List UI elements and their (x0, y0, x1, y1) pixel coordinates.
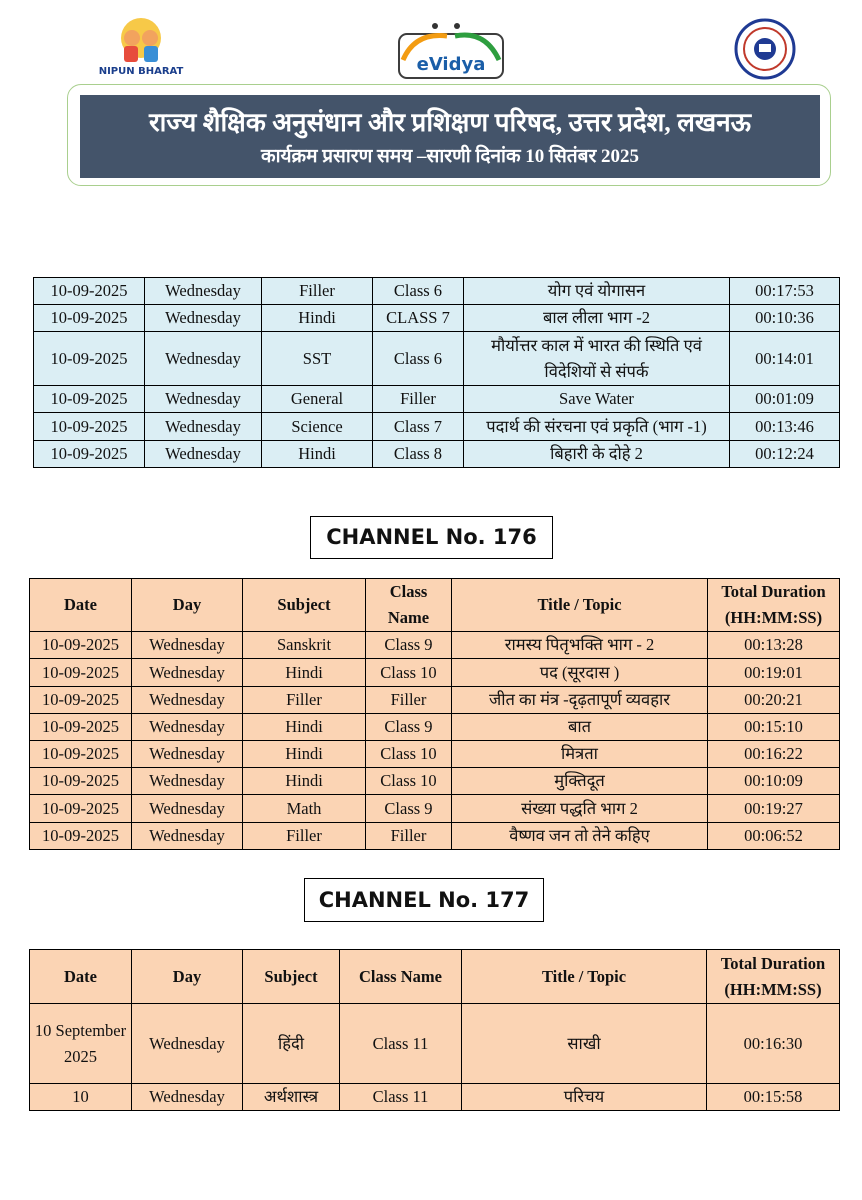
cell-date: 10-09-2025 (34, 305, 145, 332)
cell-day: Wednesday (145, 332, 262, 386)
cell-duration: 00:19:01 (708, 659, 840, 687)
table-row (34, 305, 840, 332)
cell-class: Class 8 (373, 441, 464, 468)
cell-class: Class 6 (373, 278, 464, 305)
cell-class: Filler (373, 386, 464, 413)
cell-class: Filler (366, 823, 452, 850)
cell-duration: 00:17:53 (730, 278, 840, 305)
table-row (34, 278, 840, 305)
cell-day: Wednesday (132, 768, 243, 795)
cell-class: Class 10 (366, 768, 452, 795)
table-row (34, 332, 840, 386)
cell-title: बात (452, 714, 708, 741)
cell-duration: 00:15:58 (707, 1084, 840, 1111)
cell-date: 10 (30, 1084, 132, 1111)
col-subject: Subject (243, 950, 340, 1004)
cell-class: Class 9 (366, 714, 452, 741)
cell-subject: SST (262, 332, 373, 386)
col-duration: Total Duration (HH:MM:SS) (707, 950, 840, 1004)
col-duration: Total Duration (HH:MM:SS) (708, 579, 840, 632)
channel-177-table (29, 949, 840, 1111)
cell-subject: Hindi (243, 659, 366, 687)
cell-title: मुक्तिदूत (452, 768, 708, 795)
cell-class: Class 11 (340, 1084, 462, 1111)
table-row (34, 441, 840, 468)
cell-duration: 00:15:10 (708, 714, 840, 741)
cell-title: बिहारी के दोहे 2 (464, 441, 730, 468)
table-row (30, 687, 840, 714)
col-day: Day (132, 579, 243, 632)
table-header-row (30, 579, 840, 632)
cell-duration: 00:01:09 (730, 386, 840, 413)
cell-day: Wednesday (132, 1004, 243, 1084)
cell-day: Wednesday (145, 413, 262, 441)
cell-title: पद (सूरदास ) (452, 659, 708, 687)
cell-date: 10-09-2025 (34, 413, 145, 441)
cell-duration: 00:16:22 (708, 741, 840, 768)
cell-subject: Science (262, 413, 373, 441)
cell-date: 10-09-2025 (30, 795, 132, 823)
col-date: Date (30, 579, 132, 632)
cell-class: Class 6 (373, 332, 464, 386)
cell-subject: Filler (243, 687, 366, 714)
cell-subject: अर्थशास्त्र (243, 1084, 340, 1111)
col-date: Date (30, 950, 132, 1004)
cell-date: 10-09-2025 (34, 278, 145, 305)
header-banner (80, 95, 820, 178)
cell-day: Wednesday (145, 278, 262, 305)
cell-subject: Filler (243, 823, 366, 850)
table-row (30, 741, 840, 768)
col-day: Day (132, 950, 243, 1004)
cell-title: रामस्य पितृभक्ति भाग - 2 (452, 632, 708, 659)
scert-seal-logo (722, 18, 808, 80)
cell-date: 10-09-2025 (30, 659, 132, 687)
cell-subject: Math (243, 795, 366, 823)
cell-day: Wednesday (145, 441, 262, 468)
table-row (30, 795, 840, 823)
nipun-bharat-logo (98, 14, 184, 86)
cell-title: मौर्योत्तर काल में भारत की स्थिति एवं विदेशियों से संपर्क (464, 332, 730, 386)
cell-duration: 00:16:30 (707, 1004, 840, 1084)
page-subtitle: कार्यक्रम प्रसारण समय –सारणी दिनांक 10 सितंबर 2025 (260, 146, 640, 167)
cell-duration: 00:10:09 (708, 768, 840, 795)
cell-subject: Hindi (243, 714, 366, 741)
table-row (30, 1084, 840, 1111)
cell-duration: 00:10:36 (730, 305, 840, 332)
cell-subject: Hindi (243, 741, 366, 768)
cell-subject: Hindi (262, 441, 373, 468)
cell-day: Wednesday (132, 741, 243, 768)
cell-subject: General (262, 386, 373, 413)
table-row (30, 632, 840, 659)
cell-title: संख्या पद्धति भाग 2 (452, 795, 708, 823)
col-subject: Subject (243, 579, 366, 632)
table-row (30, 768, 840, 795)
cell-title: बाल लीला भाग -2 (464, 305, 730, 332)
cell-title: मित्रता (452, 741, 708, 768)
table-header-row (30, 950, 840, 1004)
table-row (34, 386, 840, 413)
cell-class: Filler (366, 687, 452, 714)
cell-date: 10-09-2025 (30, 823, 132, 850)
cell-date: 10-09-2025 (30, 741, 132, 768)
table-row (34, 413, 840, 441)
col-class: Class Name (340, 950, 462, 1004)
cell-duration: 00:14:01 (730, 332, 840, 386)
svg-text:NIPUN BHARAT: NIPUN BHARAT (98, 66, 184, 77)
cell-subject: Hindi (243, 768, 366, 795)
table-row (30, 714, 840, 741)
cell-day: Wednesday (132, 714, 243, 741)
cell-day: Wednesday (145, 386, 262, 413)
table-row (30, 1004, 840, 1084)
col-title: Title / Topic (462, 950, 707, 1004)
cell-duration: 00:19:27 (708, 795, 840, 823)
cell-subject: हिंदी (243, 1004, 340, 1084)
channel-176-table (29, 578, 840, 850)
cell-date: 10-09-2025 (30, 768, 132, 795)
cell-date: 10-09-2025 (30, 714, 132, 741)
cell-date: 10-09-2025 (34, 386, 145, 413)
cell-date: 10-09-2025 (34, 332, 145, 386)
evidya-logo (395, 20, 507, 82)
cell-subject: Hindi (262, 305, 373, 332)
cell-title: योग एवं योगासन (464, 278, 730, 305)
cell-subject: Filler (262, 278, 373, 305)
cell-duration: 00:20:21 (708, 687, 840, 714)
cell-class: Class 10 (366, 659, 452, 687)
cell-class: Class 9 (366, 795, 452, 823)
cell-date: 10-09-2025 (34, 441, 145, 468)
cell-date: 10-09-2025 (30, 632, 132, 659)
table-row (30, 659, 840, 687)
cell-class: Class 10 (366, 741, 452, 768)
cell-title: पदार्थ की संरचना एवं प्रकृति (भाग -1) (464, 413, 730, 441)
cell-day: Wednesday (145, 305, 262, 332)
cell-title: जीत का मंत्र -दृढ़तापूर्ण व्यवहार (452, 687, 708, 714)
cell-title: साखी (462, 1004, 707, 1084)
cell-title: परिचय (462, 1084, 707, 1111)
cell-duration: 00:13:46 (730, 413, 840, 441)
cell-day: Wednesday (132, 659, 243, 687)
cell-duration: 00:06:52 (708, 823, 840, 850)
cell-day: Wednesday (132, 687, 243, 714)
cell-title: वैष्णव जन तो तेने कहिए (452, 823, 708, 850)
cell-class: CLASS 7 (373, 305, 464, 332)
cell-day: Wednesday (132, 795, 243, 823)
cell-day: Wednesday (132, 823, 243, 850)
cell-title: Save Water (464, 386, 730, 413)
table-row (30, 823, 840, 850)
col-title: Title / Topic (452, 579, 708, 632)
svg-text:eVidya: eVidya (416, 54, 486, 75)
col-class: Class Name (366, 579, 452, 632)
cell-day: Wednesday (132, 1084, 243, 1111)
cell-subject: Sanskrit (243, 632, 366, 659)
channel-176-heading: CHANNEL No. 176 (310, 516, 553, 559)
cell-class: Class 11 (340, 1004, 462, 1084)
cell-duration: 00:13:28 (708, 632, 840, 659)
cell-duration: 00:12:24 (730, 441, 840, 468)
cell-date: 10-09-2025 (30, 687, 132, 714)
cell-class: Class 7 (373, 413, 464, 441)
cell-day: Wednesday (132, 632, 243, 659)
cell-date: 10 September 2025 (30, 1004, 132, 1084)
page-title: राज्य शैक्षिक अनुसंधान और प्रशिक्षण परिषद, उत्तर प्रदेश, लखनऊ (148, 108, 752, 137)
schedule-table-1 (33, 277, 840, 468)
channel-177-heading: CHANNEL No. 177 (304, 878, 544, 922)
cell-class: Class 9 (366, 632, 452, 659)
